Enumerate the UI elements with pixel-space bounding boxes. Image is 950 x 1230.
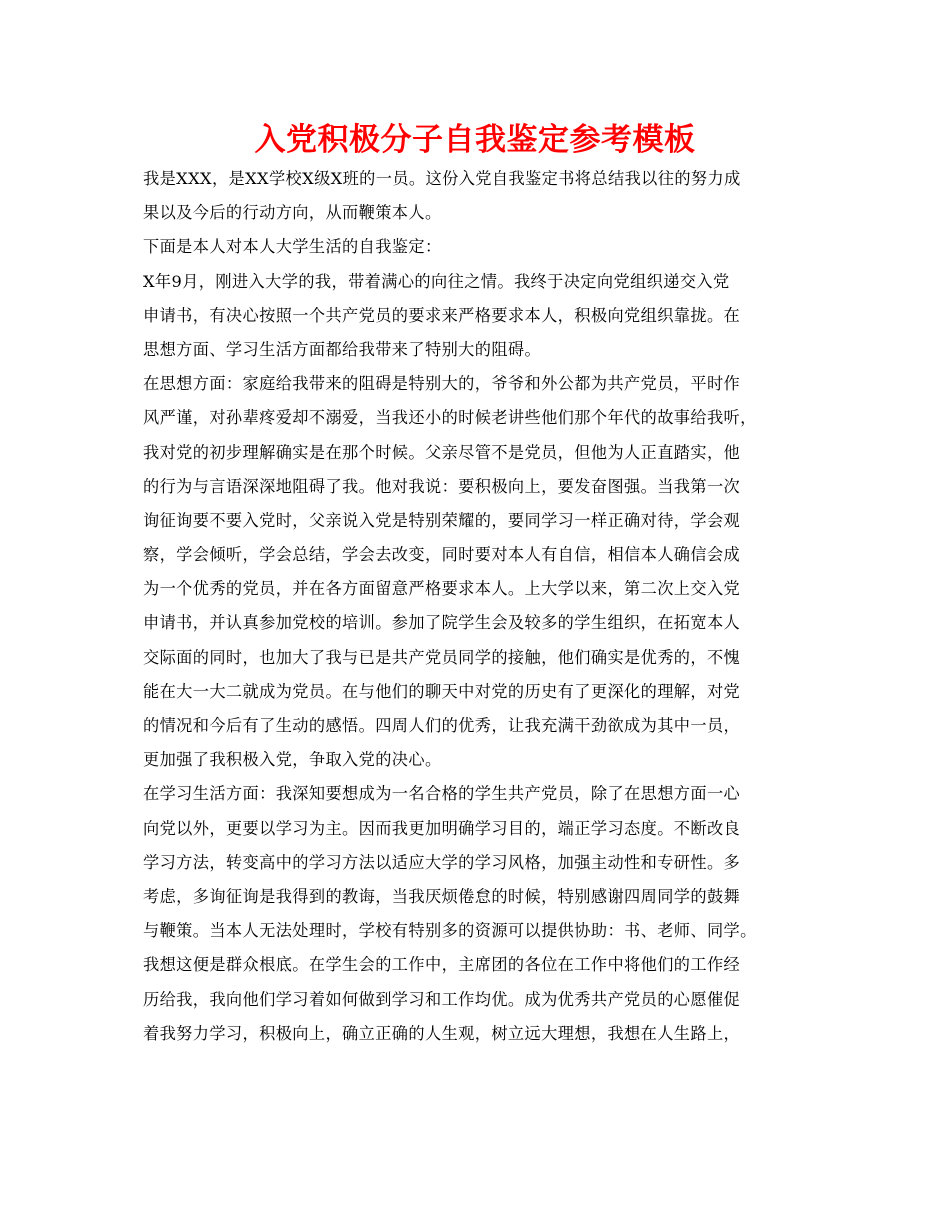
body-line: 我对党的初步理解确实是在那个时候。父亲尽管不是党员，但他为人正直踏实，他 [143, 442, 741, 462]
body-line: 能在大一大二就成为党员。在与他们的聊天中对党的历史有了更深化的理解，对党 [143, 681, 741, 701]
body-line: 的行为与言语深深地阻碍了我。他对我说：要积极向上，要发奋图强。当我第一次 [143, 476, 741, 496]
body-line: 着我努力学习，积极向上，确立正确的人生观，树立远大理想，我想在人生路上， [143, 1023, 741, 1043]
body-line: 风严谨，对孙辈疼爱却不溺爱，当我还小的时候老讲些他们那个年代的故事给我听， [143, 408, 757, 428]
body-line: 在学习生活方面：我深知要想成为一名合格的学生共产党员，除了在思想方面一心 [143, 784, 741, 804]
body-line: 学习方法，转变高中的学习方法以适应大学的学习风格，加强主动性和专研性。多 [143, 852, 741, 872]
body-line: 申请书，有决心按照一个共产党员的要求来严格要求本人，积极向党组织靠拢。在 [143, 305, 741, 325]
document-title: 入党积极分子自我鉴定参考模板 [254, 122, 696, 158]
body-line: 申请书，并认真参加党校的培训。参加了院学生会及较多的学生组织，在拓宽本人 [143, 613, 741, 633]
body-line: 询征询要不要入党时，父亲说入党是特别荣耀的，要同学习一样正确对待，学会观 [143, 510, 741, 530]
body-line: 果以及今后的行动方向，从而鞭策本人。 [143, 203, 442, 223]
document-body [143, 162, 833, 1051]
body-line: 在思想方面：家庭给我带来的阻碍是特别大的，爷爷和外公都为共产党员，平时作 [143, 374, 741, 394]
body-line: 我想这便是群众根底。在学生会的工作中，主席团的各位在工作中将他们的工作经 [143, 955, 741, 975]
body-line: 我是XXX，是XX学校X级X班的一员。这份入党自我鉴定书将总结我以往的努力成 [143, 169, 741, 188]
body-line: 交际面的同时，也加大了我与已是共产党员同学的接触，他们确实是优秀的，不愧 [143, 647, 741, 667]
body-line: 更加强了我积极入党，争取入党的决心。 [143, 750, 442, 770]
body-line: 为一个优秀的党员，并在各方面留意严格要求本人。上大学以来，第二次上交入党 [143, 579, 741, 599]
body-line: 向党以外，更要以学习为主。因而我更加明确学习目的，端正学习态度。不断改良 [143, 818, 741, 838]
body-line: 历给我，我向他们学习着如何做到学习和工作均优。成为优秀共产党员的心愿催促 [143, 989, 741, 1009]
body-line: 与鞭策。当本人无法处理时，学校有特别多的资源可以提供协助：书、老师、同学。 [143, 921, 757, 941]
body-line: X年9月，刚进入大学的我，带着满心的向往之情。我终于决定向党组织递交入党 [143, 271, 730, 291]
body-line: 思想方面、学习生活方面都给我带来了特别大的阻碍。 [143, 339, 542, 359]
body-line: 察，学会倾听，学会总结，学会去改变，同时要对本人有自信，相信本人确信会成 [143, 545, 741, 565]
body-line: 下面是本人对本人大学生活的自我鉴定： [143, 237, 442, 257]
body-line: 考虑，多询征询是我得到的教诲，当我厌烦倦怠的时候，特别感谢四周同学的鼓舞 [143, 886, 741, 906]
body-line: 的情况和今后有了生动的感悟。四周人们的优秀，让我充满干劲欲成为其中一员， [143, 716, 741, 735]
